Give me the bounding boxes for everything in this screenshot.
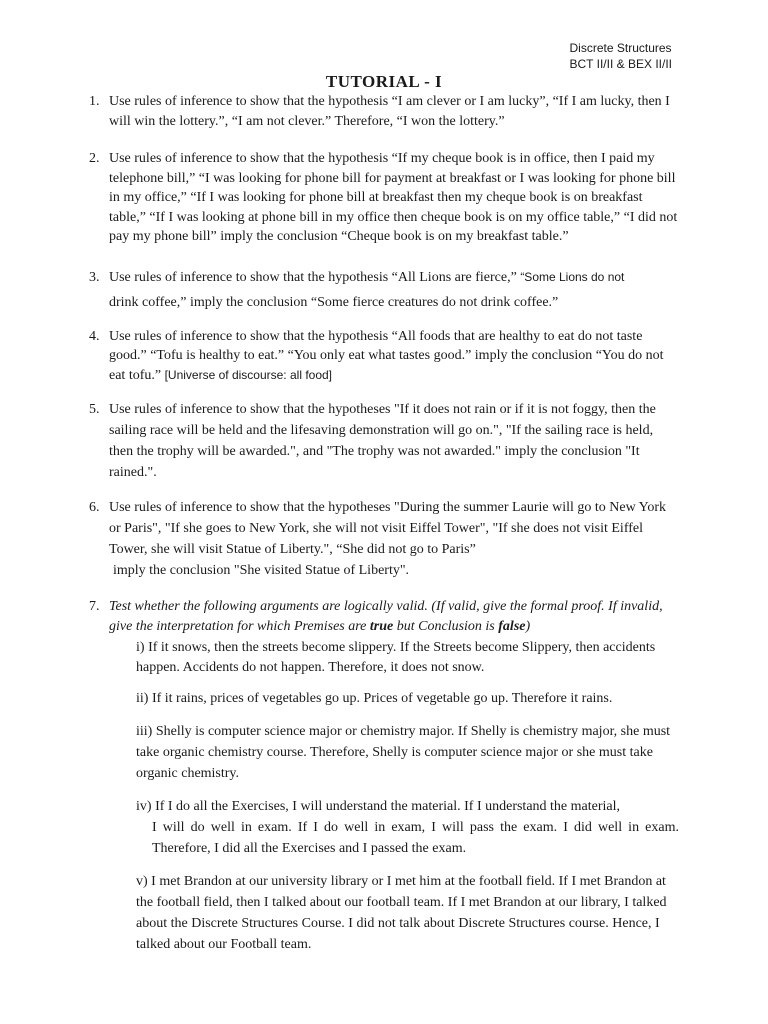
argument-i	[136, 638, 679, 677]
intro-true: true	[369, 618, 394, 634]
question-number: 5.	[89, 402, 100, 417]
question-4	[89, 327, 679, 386]
question-text: Use rules of inference to show that the hypotheses "If it does not rain or if it is not foggy, then the sailing race will be held and the lifesaving demonstration will go on.", "If the sailing race is held, then the trophy will be awarded.", and "The trophy was not awarded." imply the conclusion "It rained.".	[109, 402, 656, 480]
argument-text: Shelly is computer science major or chemistry major. If Shelly is chemistry major, she must take organic chemistry course. Therefore, Shelly is computer science major or she must take organic chemistry.	[136, 723, 671, 781]
intro-false: false	[498, 618, 526, 634]
question-text-last: imply the conclusion "She visited Statue of Liberty".	[113, 563, 410, 578]
question-5	[89, 399, 679, 483]
question-list	[89, 92, 679, 955]
question-number: 2.	[89, 151, 100, 166]
question-text: Use rules of inference to show that the hypothesis “All foods that are healthy to eat do not taste good.” “Tofu is healthy to eat.” “You only eat what tastes good.” imply the conclusion “You do not eat tofu.”	[109, 328, 664, 383]
argument-label: ii)	[136, 691, 149, 706]
question-3	[89, 265, 679, 315]
argument-v	[136, 871, 679, 955]
question-number: 6.	[89, 500, 100, 515]
intro-text-c: )	[525, 618, 531, 634]
argument-label: v)	[136, 873, 148, 889]
argument-text-a: If I do all the Exercises, I will understand the material. If I understand the material,	[155, 798, 621, 814]
question-number: 3.	[89, 269, 100, 285]
question-number: 7.	[89, 599, 100, 614]
question-text-c: drink coffee,” imply the conclusion “Some fierce creatures do not drink coffee.”	[109, 294, 559, 310]
question-text: Use rules of inference to show that the hypotheses "During the summer Laurie will go to New York or Paris", "If she goes to New York, she will not visit Eiffel Tower", "If she does not visit Eiffel Tower, she will visit Statue of Liberty.", “She did not go to Paris”	[109, 500, 667, 557]
argument-text-b: I will do well in exam. If I do well in exam, I will pass the exam. I did well in exam. Therefore, I did all the Exercises and I passed the exam.	[152, 819, 679, 856]
argument-text: I met Brandon at our university library or I met him at the football field. If I met Brandon at the football field, then I talked about our football team. If I met Brandon at our library, I talked about the Discrete Structures Course. I did not talk about Discrete Structures course. Hence, I talked about our Football team.	[136, 873, 667, 952]
question-2	[89, 149, 679, 247]
argument-label: iii)	[136, 723, 153, 739]
question-text: Use rules of inference to show that the hypothesis “If my cheque book is in office, then I paid my telephone bill,” “I was looking for phone bill for payment at breakfast or I was looking for phone bill in my office,” “If I was looking for phone bill at breakfast then my cheque book is on breakfast table,” “If I was looking at phone bill in my office then cheque book is on my office table,” “I did not pay my phone bill” imply the conclusion “Cheque book is on my breakfast table.”	[109, 151, 678, 244]
question-number: 4.	[89, 328, 100, 344]
question-7	[89, 597, 679, 636]
question-text-a: Use rules of inference to show that the hypothesis “All Lions are fierce,”	[109, 269, 521, 285]
page-header	[570, 40, 672, 72]
argument-text: If it snows, then the streets become slippery. If the Streets become Slippery, then accidents happen. Accidents do not happen. Therefore, it does not snow.	[136, 640, 656, 675]
question-1	[89, 92, 679, 131]
question-6	[89, 497, 679, 581]
argument-label: iv)	[136, 798, 152, 814]
question-text: Use rules of inference to show that the hypothesis “I am clever or I am lucky”, “If I am lucky, then I will win the lottery.”, “I am not clever.” Therefore, “I won the lottery.”	[109, 94, 670, 129]
question-7-intro	[109, 599, 663, 634]
argument-ii	[136, 689, 679, 709]
intro-text-a: Test whether the following arguments are logically valid. (If valid, give the formal proof. If invalid, give the interpretation for which Premises are	[109, 599, 663, 634]
intro-text-b: but Conclusion is	[393, 618, 499, 634]
question-number: 1.	[89, 94, 100, 109]
question-text-b: “Some Lions do not	[520, 269, 625, 284]
course-name: Discrete Structures	[569, 41, 672, 55]
argument-iii	[136, 721, 679, 784]
argument-label: i)	[136, 640, 145, 655]
page-title: TUTORIAL - I	[325, 72, 443, 91]
universe-note: [Universe of discourse: all food]	[164, 367, 333, 382]
class-name: BCT II/II & BEX II/II	[569, 57, 672, 71]
argument-iv	[136, 796, 679, 859]
argument-text: If it rains, prices of vegetables go up. Prices of vegetable go up. Therefore it rains.	[151, 691, 613, 706]
